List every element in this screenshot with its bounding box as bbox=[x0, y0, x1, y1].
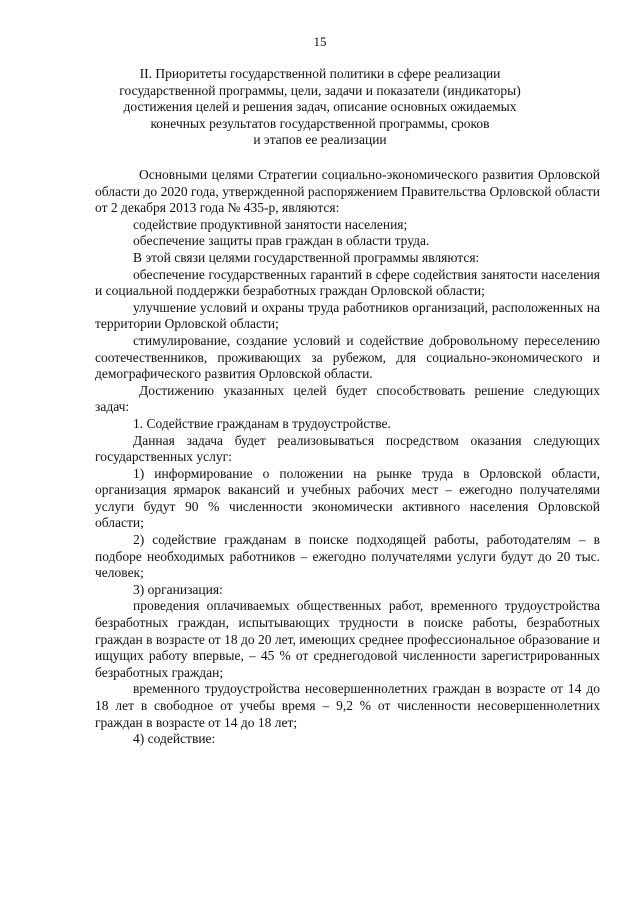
heading-line: достижения целей и решения задач, описание основных ожидаемых bbox=[123, 99, 517, 114]
heading-line: государственной программы, цели, задачи и показатели (индикаторы) bbox=[119, 82, 521, 98]
section-heading bbox=[100, 66, 540, 149]
paragraph: временного трудоустройства несовершеннолетних граждан в возрасте от 14 до 18 лет в свободное от учебы время – 9,2 % от численности несовершеннолетних граждан в возрасте от 14 до 18 лет; bbox=[95, 681, 600, 730]
heading-line: и этапов ее реализации bbox=[253, 132, 387, 147]
heading-line: II. Приоритеты государственной политики в сфере реализации bbox=[139, 66, 501, 81]
paragraph: Достижению указанных целей будет способствовать решение следующих задач: bbox=[95, 382, 600, 415]
paragraph: стимулирование, создание условий и содействие добровольному переселению соотечественников, проживающих за рубежом, для социально-экономического и демографического развития Орловской области. bbox=[95, 332, 600, 382]
heading-line: конечных результатов государственной программы, сроков bbox=[150, 115, 490, 131]
paragraph: обеспечение защиты прав граждан в области труда. bbox=[133, 233, 430, 249]
paragraph: В этой связи целями государственной программы являются: bbox=[133, 249, 480, 265]
paragraph: обеспечение государственных гарантий в сфере содействия занятости населения и социальной поддержки безработных граждан Орловской области; bbox=[95, 266, 600, 299]
paragraph: 4) содействие: bbox=[133, 731, 216, 747]
paragraph: Данная задача будет реализовываться посредством оказания следующих государственных услуг: bbox=[95, 432, 600, 465]
paragraph: содействие продуктивной занятости населения; bbox=[133, 216, 408, 232]
paragraph: улучшение условий и охраны труда работников организаций, расположенных на территории Орловской области; bbox=[95, 299, 600, 332]
paragraph: Основными целями Стратегии социально-экономического развития Орловской области до 2020 года, утвержденной распоряжением Правительства Орловской области от 2 декабря 2013 года № 435-р, являются: bbox=[95, 167, 600, 216]
paragraph: проведения оплачиваемых общественных работ, временного трудоустройства безработных граждан, испытывающих трудности в поиске работы, безработных граждан в возрасте от 18 до 20 лет, имеющих среднее профессиональное образование и ищущих работу впервые, – 45 % от среднегодовой численности зарегистрированных безработных граждан; bbox=[95, 598, 600, 680]
paragraph: 1. Содействие гражданам в трудоустройстве. bbox=[133, 415, 391, 431]
paragraph: 1) информирование о положении на рынке труда в Орловской области, организация ярмарок вакансий и учебных рабочих мест – ежегодно получателями услуги будут 90 % численности экономически активного населения Орловской области; bbox=[95, 465, 600, 531]
page-number: 15 bbox=[313, 34, 327, 49]
paragraph: 2) содействие гражданам в поиске подходящей работы, работодателям – в подборе необходимых работников – ежегодно получателями услуги будут до 20 тыс. человек; bbox=[95, 532, 600, 581]
paragraph: 3) организация: bbox=[133, 581, 223, 597]
document-body bbox=[95, 167, 600, 748]
